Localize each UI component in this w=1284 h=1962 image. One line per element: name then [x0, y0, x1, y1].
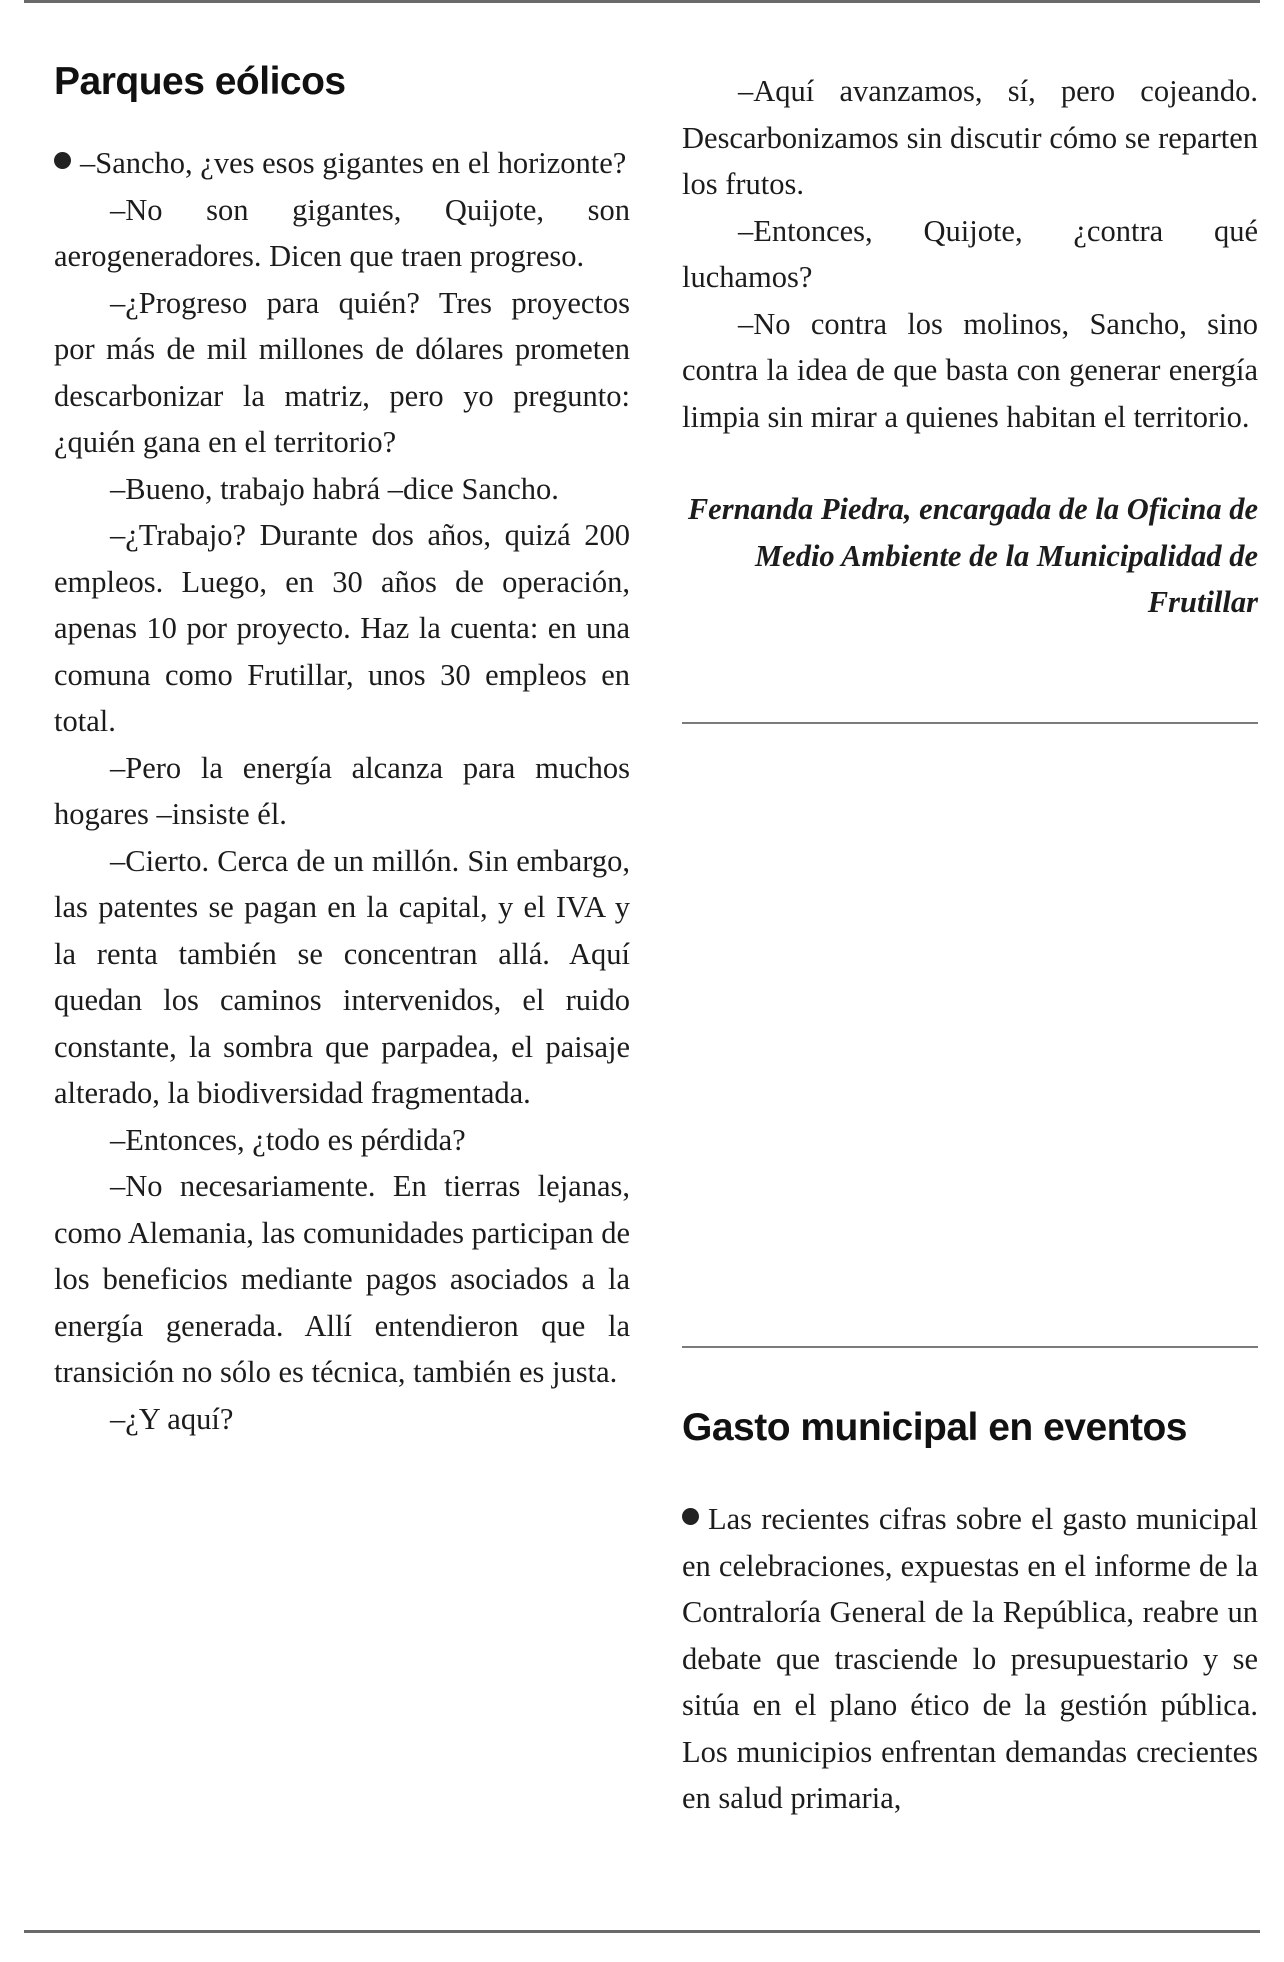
bullet-icon: [682, 1508, 699, 1525]
article-paragraph: –No son gigantes, Quijote, son aerogeneradores. Dicen que traen progreso.: [54, 192, 630, 273]
paragraph-text: –Sancho, ¿ves esos gigantes en el horizonte?: [80, 146, 627, 180]
article-parques-left-column: [54, 52, 630, 1442]
paragraph-text: Las recientes cifras sobre el gasto municipal en celebraciones, expuestas en el informe de la Contraloría General de la República, reabre un debate que trasciende lo presupuestario y se sitúa en el plano ético de la gestión pública. Los municipios enfrentan demandas crecientes en salud primaria,: [682, 1502, 1258, 1815]
article-paragraph: –No contra los molinos, Sancho, sino contra la idea de que basta con generar energía limpia sin mirar a quienes habitan el territorio.: [682, 306, 1258, 434]
column-divider: [682, 1346, 1258, 1348]
article-paragraph: –Entonces, Quijote, ¿contra qué luchamos?: [682, 213, 1258, 294]
bottom-rule: [24, 1930, 1260, 1933]
article-paragraph: [54, 140, 630, 187]
article-paragraph: –No necesariamente. En tierras lejanas, como Alemania, las comunidades participan de los beneficios mediante pagos asociados a la energía generada. Allí entendieron que la transición no sólo es técnica, también es justa.: [54, 1169, 630, 1389]
article-paragraph: –Cierto. Cerca de un millón. Sin embargo, las patentes se pagan en la capital, y el IVA y la renta también se concentran allá. Aquí quedan los caminos intervenidos, el ruido constante, la sombra que parpadea, el paisaje alterado, la biodiversidad fragmentada.: [54, 843, 630, 1110]
article-gasto-body: [682, 1496, 1258, 1822]
article-gasto-header: [682, 1398, 1258, 1486]
article-paragraph: [682, 1496, 1258, 1822]
article-title-gasto: Gasto municipal en eventos: [682, 1406, 1187, 1449]
article-title-parques: Parques eólicos: [54, 60, 346, 103]
article-paragraph: –Bueno, trabajo habrá –dice Sancho.: [110, 471, 559, 506]
article-paragraph: –Pero la energía alcanza para muchos hogares –insiste él.: [54, 750, 630, 831]
article-parques-right-column: [682, 68, 1258, 626]
article-paragraph: –¿Progreso para quién? Tres proyectos por más de mil millones de dólares prometen descarbonizar la matriz, pero yo pregunto: ¿quién gana en el territorio?: [54, 285, 630, 459]
article-paragraph: –¿Trabajo? Durante dos años, quizá 200 empleos. Luego, en 30 años de operación, apenas 10 por proyecto. Haz la cuenta: en una comuna como Frutillar, unos 30 empleos en total.: [54, 518, 630, 738]
top-rule: [24, 0, 1260, 3]
article-paragraph: –Aquí avanzamos, sí, pero cojeando. Descarbonizamos sin discutir cómo se reparten los frutos.: [682, 74, 1258, 201]
bullet-icon: [54, 152, 71, 169]
article-paragraph: –¿Y aquí?: [110, 1401, 234, 1436]
article-signature: Fernanda Piedra, encargada de la Oficina de Medio Ambiente de la Municipalidad de Frutillar: [687, 492, 1258, 619]
article-paragraph: –Entonces, ¿todo es pérdida?: [110, 1122, 466, 1157]
column-divider: [682, 722, 1258, 724]
